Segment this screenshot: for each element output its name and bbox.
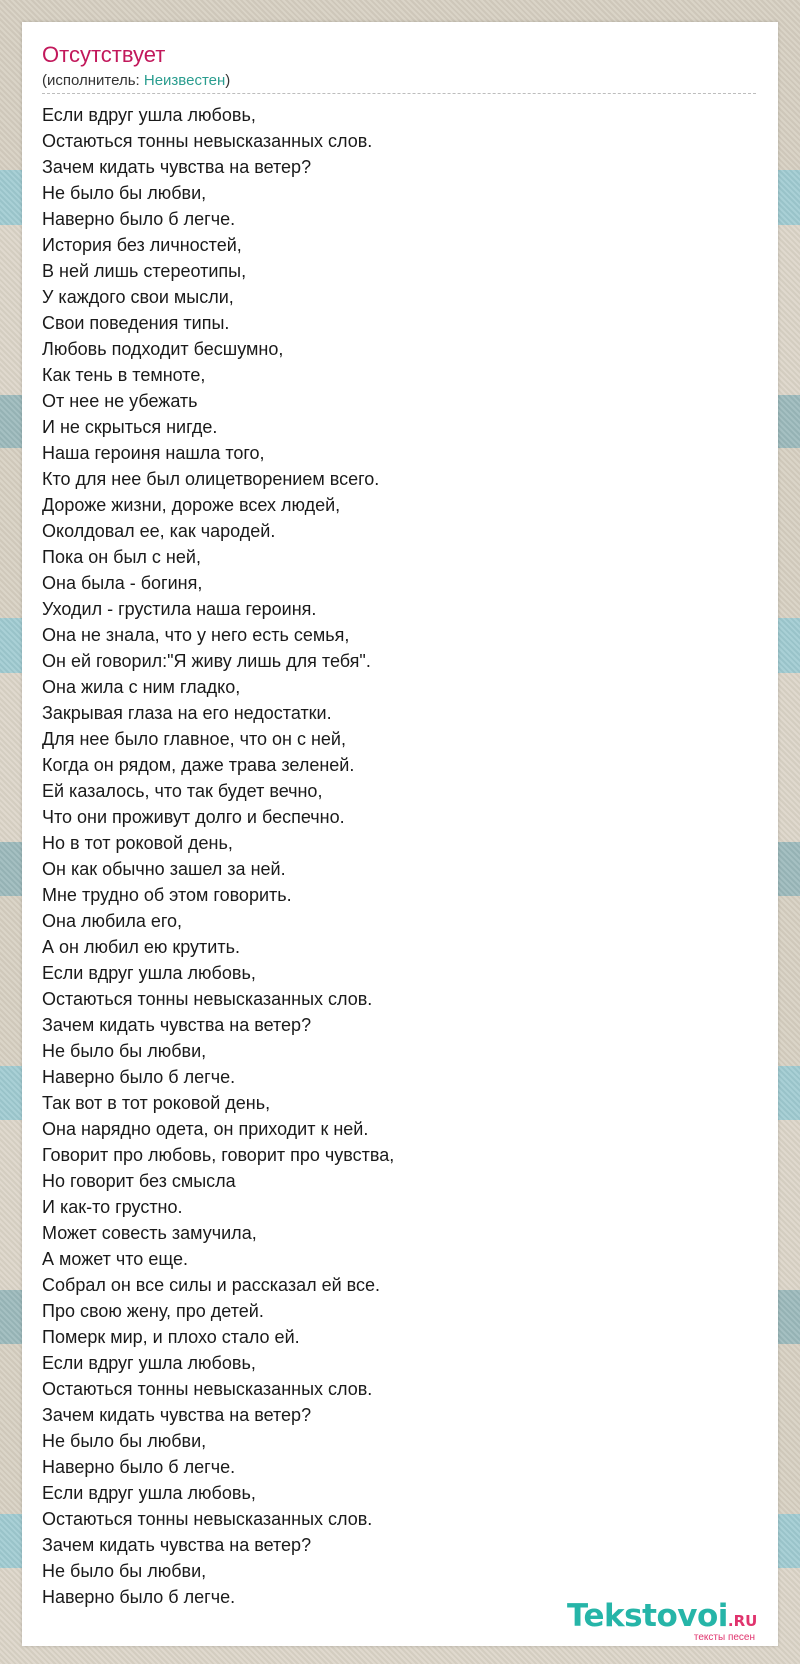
lyrics-card: [22, 22, 778, 1646]
lyric-line: Кто для нее был олицетворением всего.: [42, 469, 380, 489]
lyric-line: Не было бы любви,: [42, 1041, 207, 1061]
lyric-line: Она жила с ним гладко,: [42, 677, 241, 697]
lyric-line: И не скрыться нигде.: [42, 417, 218, 437]
lyric-line: Если вдруг ушла любовь,: [42, 105, 256, 125]
artist-prefix: (исполнитель:: [42, 72, 144, 89]
lyric-line: Так вот в тот роковой день,: [42, 1093, 271, 1113]
logo-main-text: Tekstovoi: [567, 1598, 728, 1634]
lyric-line: Остаються тонны невысказанных слов.: [42, 989, 373, 1009]
song-title: Отсутствует: [42, 42, 166, 67]
artist-suffix: ): [225, 72, 231, 89]
lyric-line: Зачем кидать чувства на ветер?: [42, 1405, 312, 1425]
lyric-line: Зачем кидать чувства на ветер?: [42, 1535, 312, 1555]
lyric-line: Не было бы любви,: [42, 183, 207, 203]
lyric-line: Он как обычно зашел за ней.: [42, 859, 286, 879]
logo-tld: .RU: [727, 1612, 758, 1630]
logo-tagline: тексты песен: [693, 1632, 755, 1643]
lyric-line: Наверно было б легче.: [42, 1457, 236, 1477]
lyric-line: Остаються тонны невысказанных слов.: [42, 131, 373, 151]
lyric-line: Померк мир, и плохо стало ей.: [42, 1327, 300, 1347]
lyric-line: Не было бы любви,: [42, 1431, 207, 1451]
lyric-line: Остаються тонны невысказанных слов.: [42, 1379, 373, 1399]
lyric-line: Наверно было б легче.: [42, 209, 236, 229]
lyric-line: В ней лишь стереотипы,: [42, 261, 247, 281]
lyric-line: Она была - богиня,: [42, 573, 203, 593]
lyric-line: Когда он рядом, даже трава зеленей.: [42, 755, 355, 775]
lyric-line: Наша героиня нашла того,: [42, 443, 265, 463]
lyric-line: Он ей говорил:"Я живу лишь для тебя".: [42, 651, 371, 671]
lyric-line: Собрал он все силы и рассказал ей все.: [42, 1275, 381, 1295]
lyric-line: Может совесть замучила,: [42, 1223, 257, 1243]
lyric-line: Про свою жену, про детей.: [42, 1301, 264, 1321]
lyric-line: Но говорит без смысла: [42, 1171, 236, 1191]
lyric-line: А может что еще.: [42, 1249, 188, 1269]
lyric-line: История без личностей,: [42, 235, 242, 255]
lyric-line: А он любил ею крутить.: [42, 937, 240, 957]
lyric-line: Наверно было б легче.: [42, 1067, 236, 1087]
lyric-line: Наверно было б легче.: [42, 1587, 236, 1607]
site-logo[interactable]: [567, 1599, 767, 1643]
lyric-line: И как-то грустно.: [42, 1197, 183, 1217]
lyric-line: Говорит про любовь, говорит про чувства,: [42, 1145, 395, 1165]
lyric-line: Для нее было главное, что он с ней,: [42, 729, 346, 749]
lyric-line: Зачем кидать чувства на ветер?: [42, 157, 312, 177]
lyric-line: Что они проживут долго и беспечно.: [42, 807, 345, 827]
lyric-line: Закрывая глаза на его недостатки.: [42, 703, 332, 723]
divider: [42, 93, 756, 94]
lyric-line: Она нарядно одета, он приходит к ней.: [42, 1119, 369, 1139]
lyric-line: Она любила его,: [42, 911, 183, 931]
lyric-line: Она не знала, что у него есть семья,: [42, 625, 350, 645]
lyric-line: Как тень в темноте,: [42, 365, 206, 385]
lyric-line: Свои поведения типы.: [42, 313, 230, 333]
lyric-line: У каждого свои мысли,: [42, 287, 234, 307]
lyric-line: Если вдруг ушла любовь,: [42, 1353, 256, 1373]
lyric-line: Дороже жизни, дороже всех людей,: [42, 495, 341, 515]
lyric-line: Но в тот роковой день,: [42, 833, 233, 853]
lyric-line: Любовь подходит бесшумно,: [42, 339, 284, 359]
lyric-line: Пока он был с ней,: [42, 547, 201, 567]
artist-link[interactable]: Неизвестен: [143, 72, 226, 89]
lyric-line: От нее не убежать: [42, 391, 198, 411]
lyric-line: Уходил - грустила наша героиня.: [42, 599, 317, 619]
lyric-line: Мне трудно об этом говорить.: [42, 885, 292, 905]
lyric-line: Остаються тонны невысказанных слов.: [42, 1509, 373, 1529]
lyric-line: Ей казалось, что так будет вечно,: [42, 781, 323, 801]
lyric-line: Околдовал ее, как чародей.: [42, 521, 276, 541]
lyric-line: Не было бы любви,: [42, 1561, 207, 1581]
lyric-line: Если вдруг ушла любовь,: [42, 963, 256, 983]
lyric-line: Если вдруг ушла любовь,: [42, 1483, 256, 1503]
lyric-line: Зачем кидать чувства на ветер?: [42, 1015, 312, 1035]
lyrics-text: [42, 102, 742, 1610]
artist-line: [42, 72, 230, 89]
